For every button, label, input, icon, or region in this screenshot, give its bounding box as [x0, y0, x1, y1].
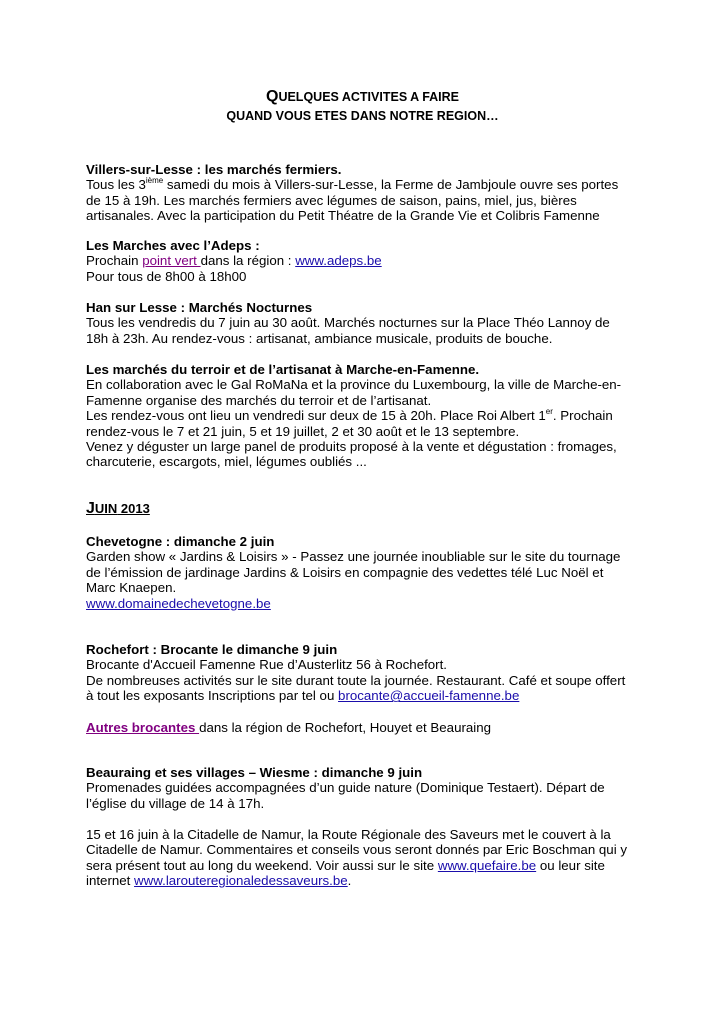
paragraph-line: 18h à 23h. Au rendez-vous : artisanat, ambiance musicale, produits de bouche.	[86, 330, 553, 346]
paragraph-line: sera présent tout au long du weekend. Voir aussi sur le site www.quefaire.be ou leur site	[86, 857, 605, 873]
quefaire-link[interactable]: www.quefaire.be	[437, 857, 537, 873]
section-heading: Les Marches avec l’Adeps :	[86, 238, 260, 253]
paragraph-line: Prochain point vert dans la région : www.adeps.be	[86, 253, 382, 269]
event-autres-brocantes: Autres brocantes dans la région de Rochefort, Houyet et Beauraing	[86, 720, 492, 735]
event-rochefort	[86, 642, 646, 704]
section-villers	[86, 162, 646, 224]
paragraph-line: Tous les vendredis du 7 juin au 30 août. Marchés nocturnes sur la Place Théo Lannoy de	[86, 315, 610, 331]
event-chevetogne	[86, 534, 646, 611]
paragraph-line: de 15 à 19h. Les marchés fermiers avec légumes de saison, pains, miel, jus, bières	[86, 192, 577, 208]
title-initial: Q	[265, 88, 279, 105]
section-marche	[86, 362, 646, 470]
paragraph-line: rendez-vous le 7 et 21 juin, 5 et 19 juillet, 2 et 30 août et le 13 septembre.	[86, 423, 520, 439]
section-heading: Villers-sur-Lesse : les marchés fermiers.	[86, 162, 342, 177]
point-vert-link[interactable]: point vert	[142, 253, 201, 269]
paragraph-line: Brocante d'Accueil Famenne Rue d’Austerlitz 56 à Rochefort.	[86, 657, 448, 673]
event-heading: Chevetogne : dimanche 2 juin	[86, 534, 275, 549]
paragraph-line: 15 et 16 juin à la Citadelle de Namur, la Route Régionale des Saveurs met le couvert à la	[86, 827, 611, 842]
paragraph-line: Tous les 3ième samedi du mois à Villers-sur-Lesse, la Ferme de Jambjoule ouvre ses portes	[86, 176, 619, 193]
adeps-link[interactable]: www.adeps.be	[295, 253, 382, 269]
section-heading: Han sur Lesse : Marchés Nocturnes	[86, 300, 313, 315]
paragraph-line: à tout les exposants Inscriptions par tel ou brocante@accueil-famenne.be	[86, 688, 520, 704]
paragraph-line: De nombreuses activités sur le site durant toute la journée. Restaurant. Café et soupe offert	[86, 672, 626, 688]
event-heading: Beauraing et ses villages – Wiesme : dimanche 9 juin	[86, 765, 423, 780]
autres-brocantes-link[interactable]: Autres brocantes	[86, 720, 200, 735]
paragraph-line: internet www.larouteregionaledessaveurs.be.	[86, 873, 352, 889]
event-namur	[86, 827, 646, 889]
page-title	[0, 88, 725, 125]
paragraph-line: l’église du village de 14 à 17h.	[86, 795, 265, 811]
month-heading: JUIN 2013	[86, 500, 150, 517]
paragraph-line: Venez y déguster un large panel de produits proposé à la vente et dégustation : fromages,	[86, 439, 617, 455]
title-line2: QUAND VOUS ETES DANS NOTRE REGION…	[226, 109, 499, 123]
title-line1: UELQUES ACTIVITES A FAIRE	[278, 90, 460, 104]
paragraph-line: En collaboration avec le Gal RoMaNa et la province du Luxembourg, la ville de Marche-en-	[86, 377, 622, 393]
paragraph-line: de l’émission de jardinage Jardins & Loisirs en compagnie des vedettes télé Luc Noël et	[86, 564, 604, 580]
section-heading: Les marchés du terroir et de l’artisanat à Marche-en-Famenne.	[86, 362, 480, 377]
paragraph-line: Les rendez-vous ont lieu un vendredi sur deux de 15 à 20h. Place Roi Albert 1er. Prochain	[86, 407, 613, 424]
paragraph-line: Garden show « Jardins & Loisirs » - Passez une journée inoubliable sur le site du tournage	[86, 549, 621, 565]
route-saveurs-link[interactable]: www.larouteregionaledessaveurs.be	[134, 873, 348, 889]
event-heading: Rochefort : Brocante le dimanche 9 juin	[86, 642, 338, 657]
chevetogne-link[interactable]: www.domainedechevetogne.be	[86, 595, 271, 611]
paragraph-line: Promenades guidées accompagnées d’un guide nature (Dominique Testaert). Départ de	[86, 780, 605, 796]
paragraph-line: Famenne organise des marchés du terroir et de l’artisanat.	[86, 392, 432, 408]
paragraph-line: Marc Knaepen.	[86, 580, 177, 596]
paragraph-line: artisanales. Avec la participation du Petit Théatre de la Grande Vie et Colibris Famenne	[86, 208, 600, 224]
brocante-email-link[interactable]: brocante@accueil-famenne.be	[338, 688, 520, 704]
section-adeps	[86, 238, 646, 284]
paragraph-line: Pour tous de 8h00 à 18h00	[86, 268, 247, 284]
event-beauraing	[86, 765, 646, 811]
section-han	[86, 300, 646, 346]
paragraph-line: Citadelle de Namur. Commentaires et conseils vous seront donnés par Eric Boschman qui y	[86, 842, 627, 858]
paragraph-line: charcuterie, escargots, miel, légumes oubliés ...	[86, 454, 367, 470]
